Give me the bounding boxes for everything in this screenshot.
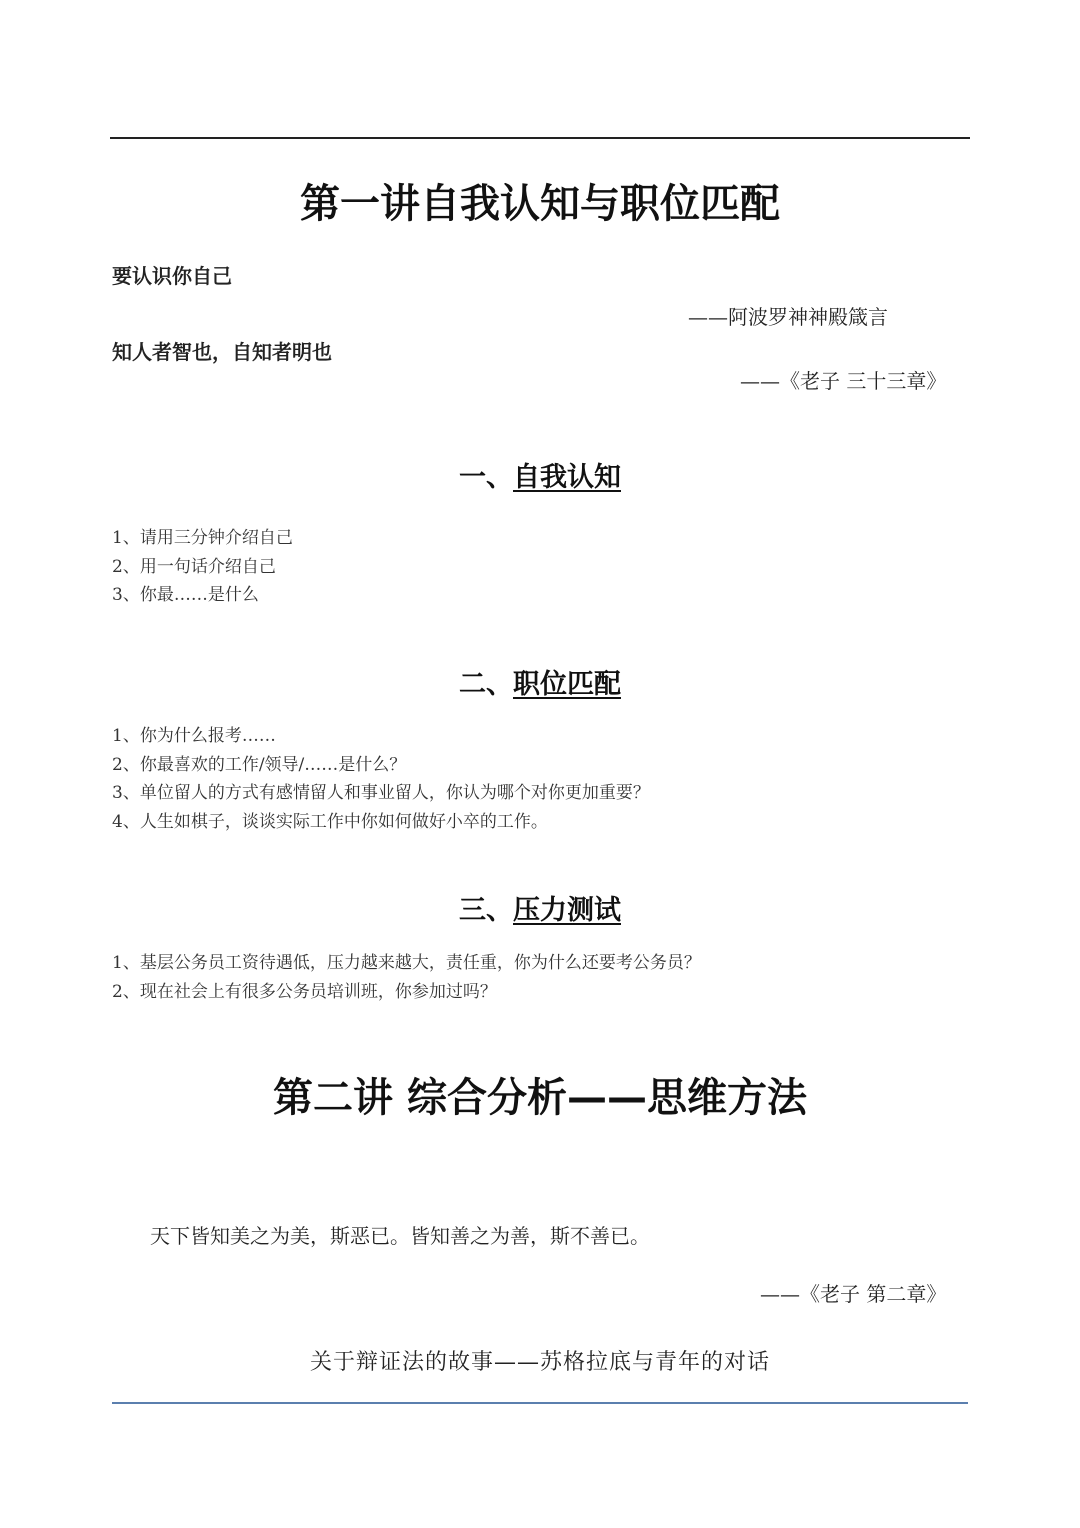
section-1-title: 自我认知 (513, 462, 621, 493)
section-1-prefix: 一、 (459, 462, 513, 493)
quote-1-attribution: ——阿波罗神神殿箴言 (688, 305, 888, 329)
lecture-2-title: 第二讲 综合分析——思维方法 (273, 1075, 807, 1121)
quote-2-text: 知人者智也，自知者明也 (112, 340, 332, 364)
section-3-heading (0, 888, 1080, 927)
list-item: 1、基层公务员工资待遇低，压力越来越大，责任重，你为什么还要考公务员？ (112, 953, 701, 973)
section-2-heading (0, 662, 1080, 701)
list-item: 1、你为什么报考…… (112, 726, 276, 746)
list-item: 2、用一句话介绍自己 (112, 556, 276, 577)
section-1-question-list (112, 524, 293, 610)
top-rule (110, 137, 970, 139)
bottom-rule (112, 1402, 968, 1404)
section-3-question-list (112, 949, 701, 1006)
list-item: 2、你最喜欢的工作/领导/……是什么？ (112, 754, 407, 775)
section-2-title: 职位匹配 (513, 669, 621, 700)
lecture-2-quote-text: 天下皆知美之为美，斯恶已。皆知善之为善，斯不善已。 (150, 1224, 650, 1248)
lecture-2-quote-attribution: ——《老子 第二章》 (760, 1282, 947, 1306)
section-2-question-list (112, 722, 650, 836)
quote-1-text: 要认识你自己 (112, 264, 232, 288)
list-item: 2、现在社会上有很多公务员培训班，你参加过吗？ (112, 981, 497, 1002)
section-3-prefix: 三、 (459, 895, 513, 926)
section-2-prefix: 二、 (459, 669, 513, 700)
section-3-title: 压力测试 (513, 895, 621, 926)
list-item: 3、你最……是什么 (112, 585, 259, 605)
list-item: 3、单位留人的方式有感情留人和事业留人，你认为哪个对你更加重要？ (112, 783, 650, 803)
list-item: 1、请用三分钟介绍自己 (112, 528, 293, 548)
list-item: 4、人生如棋子，谈谈实际工作中你如何做好小卒的工作。 (112, 811, 548, 832)
section-1-heading (0, 455, 1080, 494)
story-title: 关于辩证法的故事——苏格拉底与青年的对话 (309, 1350, 770, 1375)
lecture-1-title: 第一讲自我认知与职位匹配 (300, 181, 780, 227)
quote-2-attribution: ——《老子 三十三章》 (740, 369, 947, 393)
